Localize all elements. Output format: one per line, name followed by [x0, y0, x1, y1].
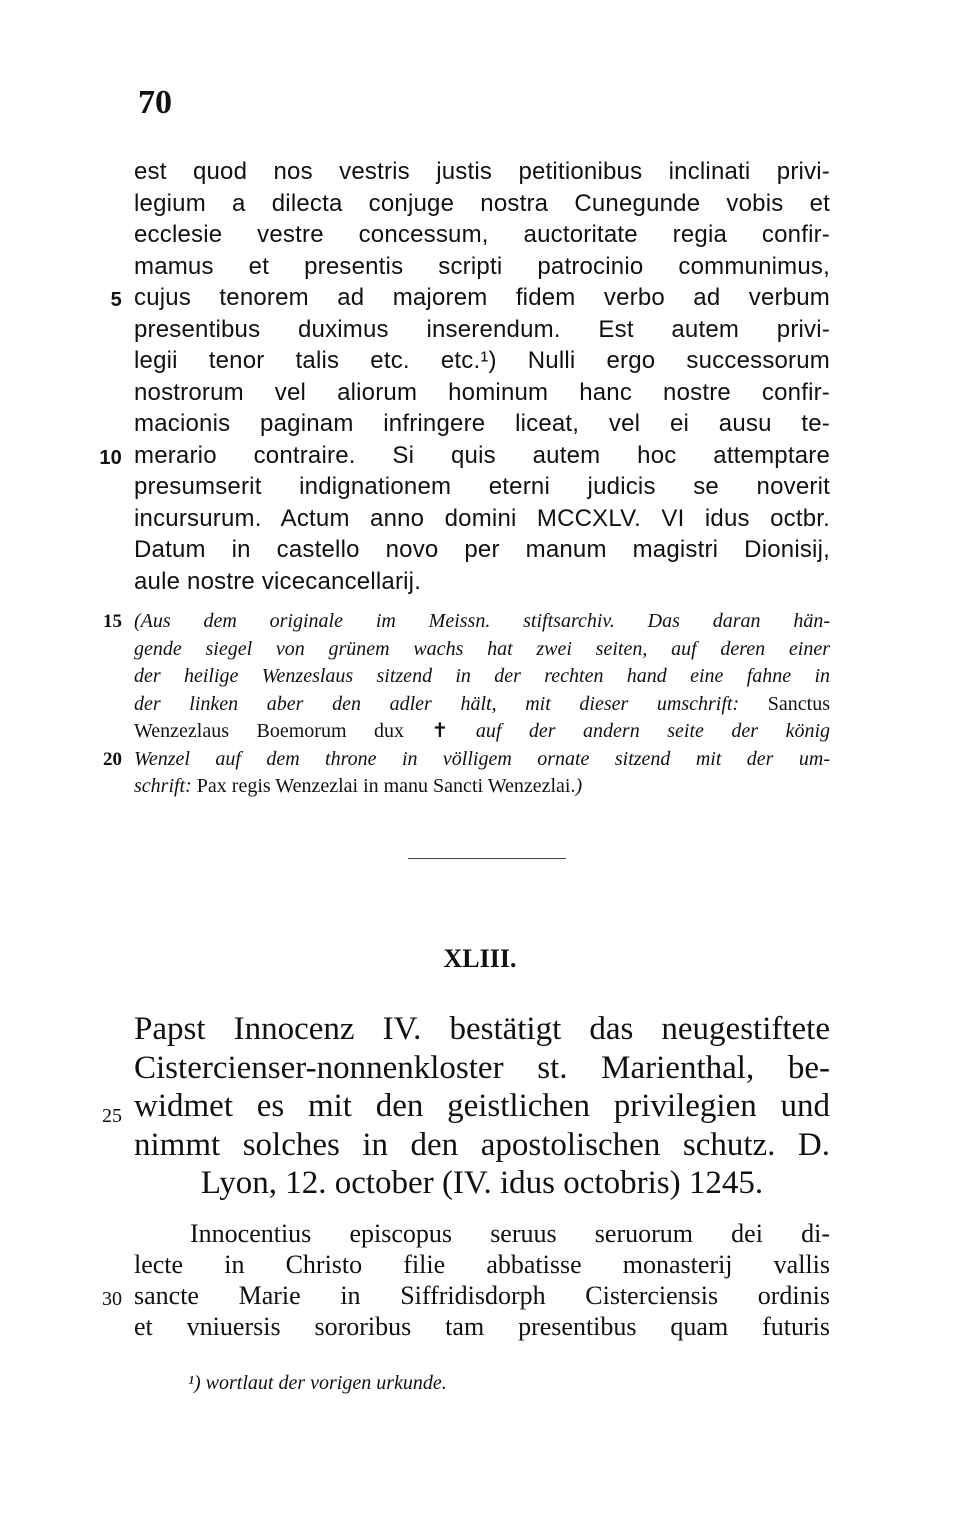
document-text	[102, 1218, 830, 1342]
text-line	[134, 1126, 830, 1165]
line-number: 10	[99, 446, 122, 469]
text-line	[134, 566, 830, 598]
text-line	[134, 1010, 830, 1049]
text-line	[134, 534, 830, 566]
line-number: 15	[103, 611, 122, 632]
text-line	[134, 408, 830, 440]
line-text: widmet es mit den geistlichen privilegien und	[134, 1088, 830, 1124]
text-line	[99, 440, 830, 472]
line-text: aule nostre vicecancellarij.	[134, 567, 422, 595]
line-text: merario contraire. Si quis autem hoc attemptare	[134, 441, 830, 469]
line-text: nostrorum vel aliorum hominum hanc nostre confir-	[134, 378, 830, 406]
line-text: macionis paginam infringere liceat, vel ei ausu te-	[134, 410, 830, 437]
editorial-note	[103, 608, 831, 801]
line-text: est quod nos vestris justis petitionibus inclinati privi-	[134, 158, 830, 185]
text-line	[134, 314, 830, 346]
text-segment: der heilige Wenzeslaus sitzend in der rechten hand eine fahne in	[134, 665, 830, 687]
text-line	[134, 1311, 830, 1342]
text-line	[134, 377, 830, 409]
text-line	[110, 282, 830, 314]
text-line	[134, 156, 830, 188]
text-segment: )	[575, 775, 583, 797]
text-segment: (Aus dem originale im Meissn. stiftsarchiv. Das daran hän-	[134, 610, 830, 632]
line-text: Innocentius episcopus seruus seruorum dei di-	[190, 1219, 830, 1248]
text-line	[134, 1249, 830, 1280]
line-text: Lyon, 12. october (IV. idus octobris) 1245.	[200, 1165, 764, 1201]
line-number: 30	[102, 1288, 122, 1310]
text-line	[134, 471, 830, 503]
text-segment: Wenzel auf dem throne in völligem ornate sitzend mit der um-	[134, 747, 830, 770]
text-line	[134, 503, 830, 535]
line-text: et vniuersis sororibus tam presentibus quam futuris	[134, 1312, 830, 1341]
footnote: ¹) wortlaut der vorigen urkunde.	[188, 1372, 447, 1394]
text-line	[103, 608, 830, 636]
line-text: mamus et presentis scripti patrocinio communimus,	[134, 252, 830, 280]
text-line	[134, 188, 830, 220]
text-line	[134, 251, 830, 283]
text-line	[134, 691, 830, 719]
line-text: lecte in Christo filie abbatisse monasterij vallis	[134, 1250, 830, 1279]
text-line	[102, 1087, 830, 1127]
line-text: cujus tenorem ad majorem fidem verbo ad verbum	[134, 284, 830, 311]
text-line	[134, 345, 830, 377]
line-text: Cistercienser-nonnenkloster st. Marienthal, be-	[134, 1049, 830, 1086]
line-number: 20	[103, 748, 122, 770]
page-number: 70	[138, 84, 172, 121]
text-segment: gende siegel von grünem wachs hat zwei seiten, auf deren einer	[134, 637, 830, 660]
text-line	[134, 1218, 830, 1249]
text-line	[134, 636, 830, 664]
line-text: Datum in castello novo per manum magistri Dionisij,	[134, 536, 830, 563]
line-number: 25	[102, 1105, 122, 1127]
line-text: sancte Marie in Siffridisdorph Cisterciensis ordinis	[134, 1281, 830, 1310]
line-text: legii tenor talis etc. etc.¹) Nulli ergo successorum	[134, 347, 830, 374]
document-heading	[102, 1010, 830, 1203]
text-line	[134, 663, 830, 691]
text-line	[134, 718, 830, 746]
text-segment: der linken aber den adler hält, mit dieser umschrift:	[134, 692, 768, 715]
document-number: XLIII.	[443, 944, 517, 973]
text-segment: auf der andern seite der könig	[475, 720, 831, 742]
line-number: 5	[110, 289, 122, 311]
text-line	[134, 773, 830, 801]
charter-paragraph	[99, 156, 830, 597]
text-segment: Sanctus	[767, 692, 830, 715]
text-line	[102, 1280, 830, 1311]
text-segment: schrift:	[134, 775, 197, 797]
text-line	[134, 1164, 830, 1203]
section-divider	[408, 858, 566, 859]
line-text: presumserit indignationem eterni judicis se noverit	[134, 473, 830, 500]
line-text: ecclesie vestre concessum, auctoritate regia confir-	[134, 221, 830, 248]
line-text: nimmt solches in den apostolischen schutz. D.	[134, 1126, 830, 1163]
text-segment: Wenzezlaus Boemorum dux ✝	[134, 720, 476, 742]
text-segment: Pax regis Wenzezlai in manu Sancti Wenzezlai.	[196, 775, 576, 797]
text-line	[134, 219, 830, 251]
text-line	[103, 746, 830, 774]
line-text: incursurum. Actum anno domini MCCXLV. VI idus octbr.	[134, 504, 830, 532]
line-text: Papst Innocenz IV. bestätigt das neugestiftete	[134, 1011, 830, 1047]
line-text: legium a dilecta conjuge nostra Cunegunde vobis et	[134, 189, 830, 217]
text-line	[134, 1049, 830, 1088]
line-text: presentibus duximus inserendum. Est autem privi-	[134, 315, 830, 343]
